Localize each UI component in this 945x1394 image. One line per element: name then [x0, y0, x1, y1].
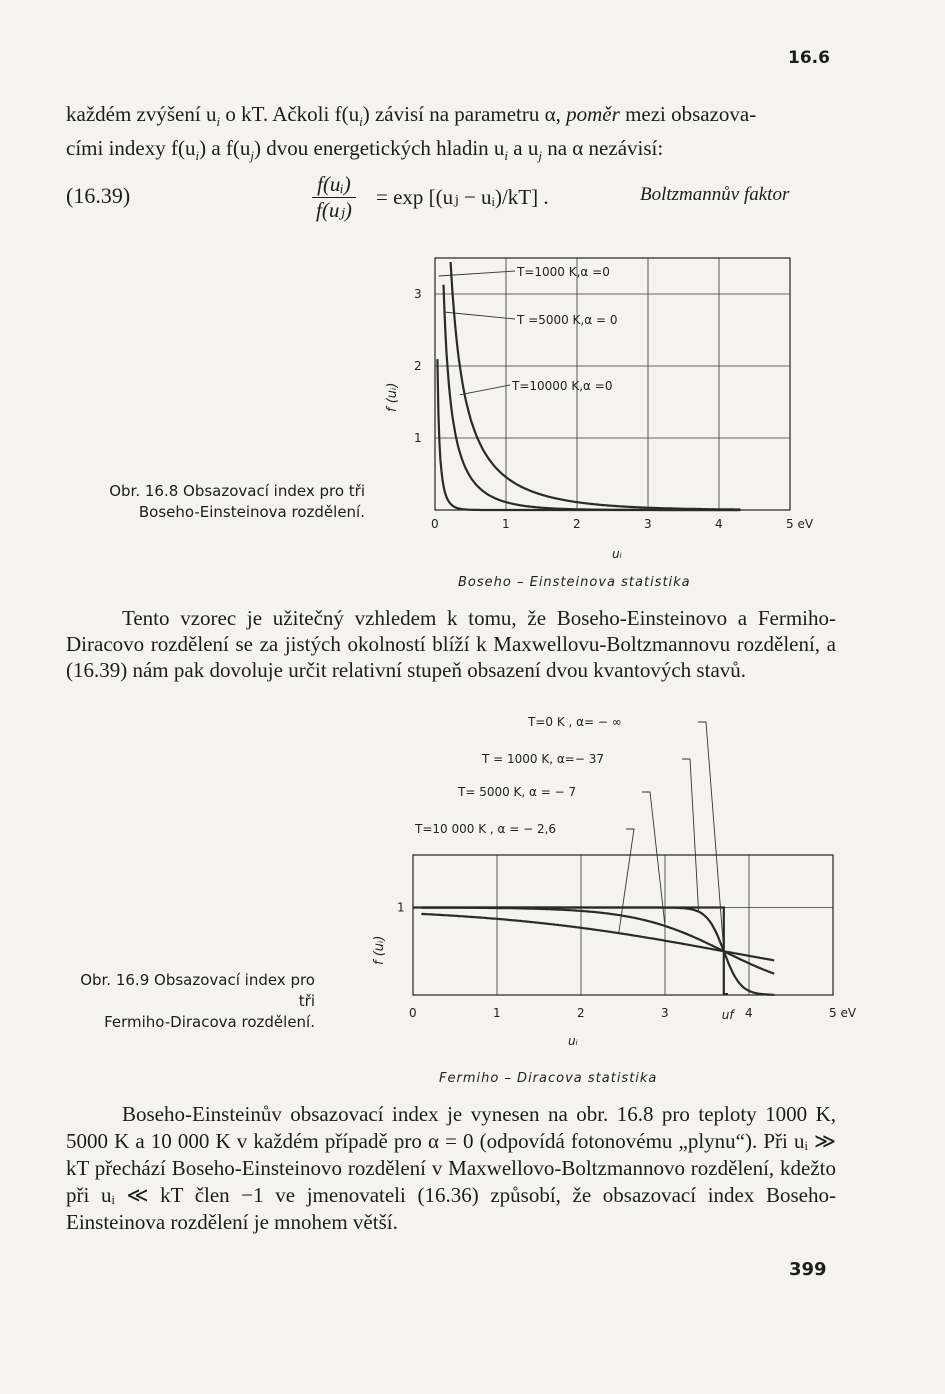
y-tick-label: 1	[397, 900, 405, 915]
x-tick-label: 3	[644, 517, 652, 531]
equation-numerator: f(uᵢ)	[312, 172, 356, 198]
bose-einstein-chart	[360, 250, 840, 595]
x-tick-label: 2	[573, 517, 581, 531]
x-tick-label: 4	[745, 1006, 753, 1020]
page-number: 399	[789, 1259, 827, 1280]
x-tick-label: 1	[493, 1006, 501, 1020]
x-tick-label: 1	[502, 517, 510, 531]
fermi-dirac-chart	[360, 705, 857, 1090]
plot-frame	[435, 258, 790, 510]
x-tick-label: 2	[577, 1006, 585, 1020]
equation-name: Boltzmannův faktor	[640, 184, 790, 205]
figure2-caption	[65, 970, 315, 1033]
figure2-caption-line2: Fermiho-Diracova rozdělení.	[104, 1013, 315, 1031]
paragraph-2: Boseho-Einsteinův obsazovací index je vynesen na obr. 16.8 pro teploty 1000 K, 5000 K a 10 000 K v každém případě pro α = 0 (odpovídá fotonovému „plynu“). Při uᵢ ≫ kT přechází Boseho-Einsteinovo rozdělení v Maxwellovo-Boltzmannovo rozdělení, kdežto při uᵢ ≪ kT člen −1 ve jmenovateli (16.36) způsobí, že obsazovací index Boseho-Einsteinova rozdělení je mnohem větší.	[66, 1102, 836, 1234]
series-label: T = 1000 K, α=− 37	[482, 752, 604, 766]
x-axis-label: uᵢ	[612, 547, 622, 561]
equation-denominator: f(uⱼ)	[316, 198, 352, 222]
figure1-caption	[65, 481, 365, 523]
intro-text: každém zvýšení $u_i$ o kT. Ačkoli $f(u_i)$ závisí na parametru α, poměr mezi obsazova- cími indexy $f(u_i)$ a $f(u_j)$ dvou energetických hladin $u_i$ a $u_j$ na α nezávisí:	[66, 102, 757, 164]
equation-number: (16.39)	[66, 183, 131, 208]
series-label: T=0 K , α= − ∞	[528, 715, 622, 729]
y-tick-label: 2	[414, 359, 422, 373]
chart-title: Fermiho – Diracova statistika	[439, 1071, 658, 1086]
series-label: T=1000 K,α =0	[517, 265, 610, 279]
y-axis-label: f (uᵢ)	[385, 382, 400, 412]
chart-title: Boseho – Einsteinova statistika	[458, 575, 691, 590]
figure1-caption-line2: Boseho-Einsteinova rozdělení.	[138, 503, 365, 521]
x-axis-label: uᵢ	[568, 1034, 578, 1048]
series-leader-line	[439, 271, 515, 276]
paragraph-1: Tento vzorec je užitečný vzhledem k tomu, že Boseho-Einsteinovo a Fermiho-Diracovo rozdělení se za jistých okolností blíží k Maxwellovu-Boltzmannovu rozdělení, a (16.39) nám pak dovoluje určit relativní stupeň obsazení dvou kvantových stavů.	[66, 606, 836, 682]
section-number: 16.6	[788, 48, 830, 68]
y-tick-label: 1	[414, 431, 422, 445]
y-axis-label: f (uᵢ)	[372, 935, 387, 965]
figure1-caption-line1: Obr. 16.8 Obsazovací index pro tři	[109, 482, 365, 500]
x-tick-label: 5 eV	[829, 1006, 857, 1020]
x-tick-label: 4	[715, 517, 723, 531]
series-label: T=10 000 K , α = − 2,6	[415, 822, 557, 836]
series-label: T=10000 K,α =0	[512, 379, 613, 393]
series-label: T= 5000 K, α = − 7	[458, 785, 577, 799]
series-leader-line	[682, 759, 699, 912]
series-leader-line	[460, 385, 510, 395]
y-tick-label: 3	[414, 287, 422, 301]
equation-rhs: = exp [(uⱼ − uᵢ)/kT] .	[376, 185, 549, 209]
x-tick-label: 5 eV	[786, 517, 814, 531]
series-line	[413, 908, 728, 995]
series-leader-line	[698, 722, 724, 951]
series-leader-line	[642, 792, 665, 926]
equation-fraction	[312, 172, 356, 223]
plot-frame	[413, 855, 833, 995]
x-tick-label: 3	[661, 1006, 669, 1020]
fermi-energy-label: uf	[721, 1008, 734, 1022]
x-tick-label: 0	[431, 517, 439, 531]
figure2-caption-line1: Obr. 16.9 Obsazovací index pro tři	[80, 971, 315, 1010]
series-label: T =5000 K,α = 0	[517, 313, 618, 327]
x-tick-label: 0	[409, 1006, 417, 1020]
